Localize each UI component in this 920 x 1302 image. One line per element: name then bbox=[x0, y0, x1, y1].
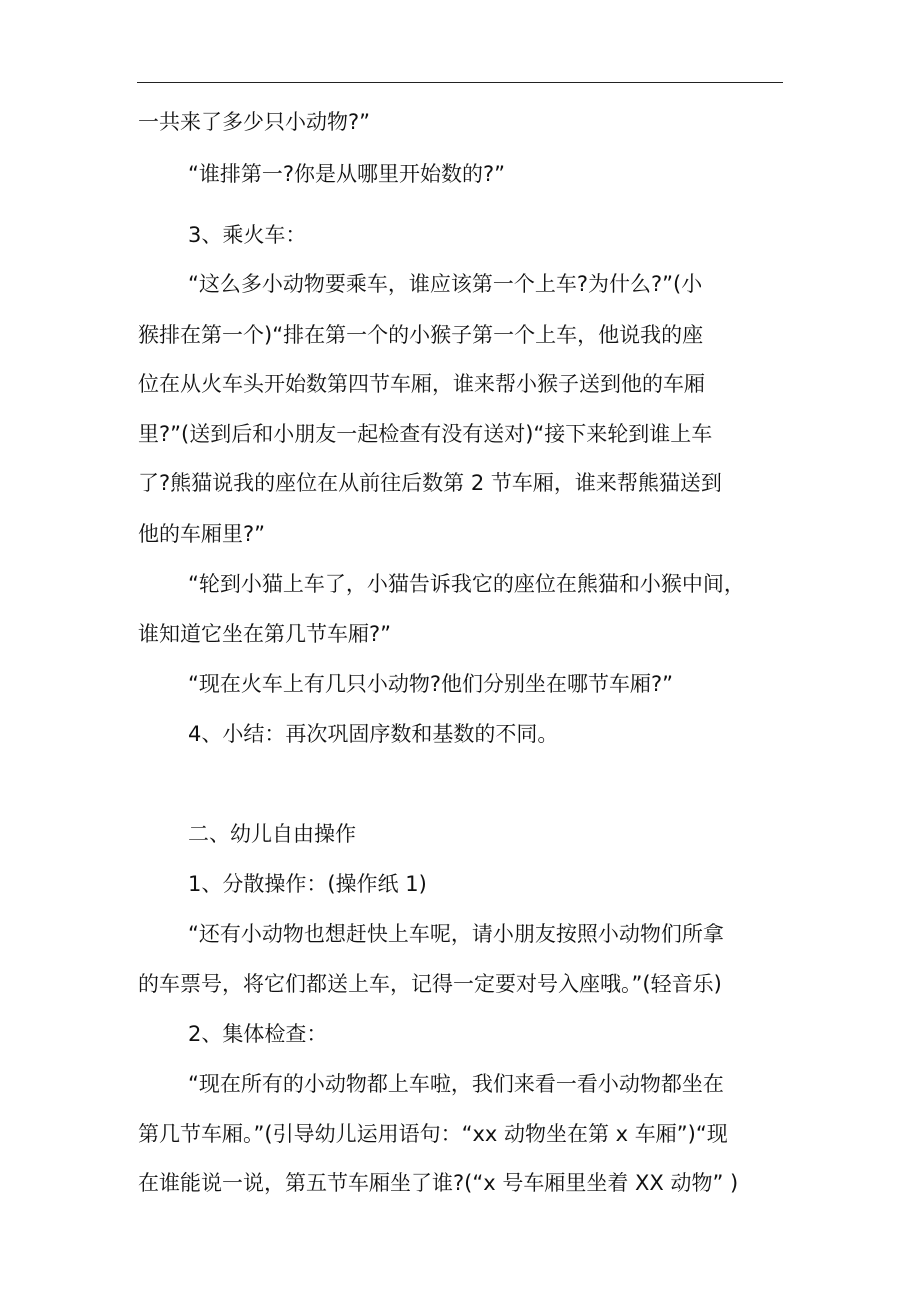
paragraph-line: 猴排在第一个)“排在第一个的小猴子第一个上车，他说我的座 bbox=[138, 323, 704, 347]
paragraph-line: “谁排第一?你是从哪里开始数的?” bbox=[188, 162, 506, 186]
paragraph-line: 他的车厢里?” bbox=[138, 522, 266, 546]
header-rule bbox=[137, 82, 783, 83]
section-heading: 二、幼儿自由操作 bbox=[188, 822, 356, 846]
paragraph-line: 的车票号，将它们都送上车，记得一定要对号入座哦。”(轻音乐) bbox=[138, 972, 722, 996]
section-heading: 2、集体检查： bbox=[188, 1022, 328, 1046]
paragraph-line: 里?”(送到后和小朋友一起检查有没有送对)“接下来轮到谁上车 bbox=[138, 422, 713, 446]
paragraph-line: 在谁能说一说，第五节车厢坐了谁?(“x 号车厢里坐着 XX 动物” ) bbox=[138, 1171, 739, 1195]
section-heading: 1、分散操作：(操作纸 1) bbox=[188, 872, 427, 896]
paragraph-line: “现在所有的小动物都上车啦，我们来看一看小动物都坐在 bbox=[188, 1072, 724, 1096]
section-heading: 4、小结：再次巩固序数和基数的不同。 bbox=[188, 722, 559, 746]
paragraph-line: 了?熊猫说我的座位在从前往后数第 2 节车厢，谁来帮熊猫送到 bbox=[138, 471, 722, 495]
paragraph-line: “轮到小猫上车了，小猫告诉我它的座位在熊猫和小猴中间， bbox=[188, 572, 745, 596]
section-heading: 3、乘火车： bbox=[188, 223, 307, 247]
paragraph-line: 第几节车厢。”(引导幼儿运用语句：“xx 动物坐在第 x 车厢”)“现 bbox=[138, 1122, 728, 1146]
paragraph-line: 一共来了多少只小动物?” bbox=[138, 110, 371, 134]
paragraph-line: 谁知道它坐在第几节车厢?” bbox=[138, 622, 392, 646]
paragraph-line: “还有小动物也想赶快上车呢，请小朋友按照小动物们所拿 bbox=[188, 922, 724, 946]
paragraph-line: “这么多小动物要乘车，谁应该第一个上车?为什么?”(小 bbox=[188, 272, 703, 296]
paragraph-line: “现在火车上有几只小动物?他们分别坐在哪节车厢?” bbox=[188, 672, 674, 696]
paragraph-line: 位在从火车头开始数第四节车厢，谁来帮小猴子送到他的车厢 bbox=[138, 372, 705, 396]
